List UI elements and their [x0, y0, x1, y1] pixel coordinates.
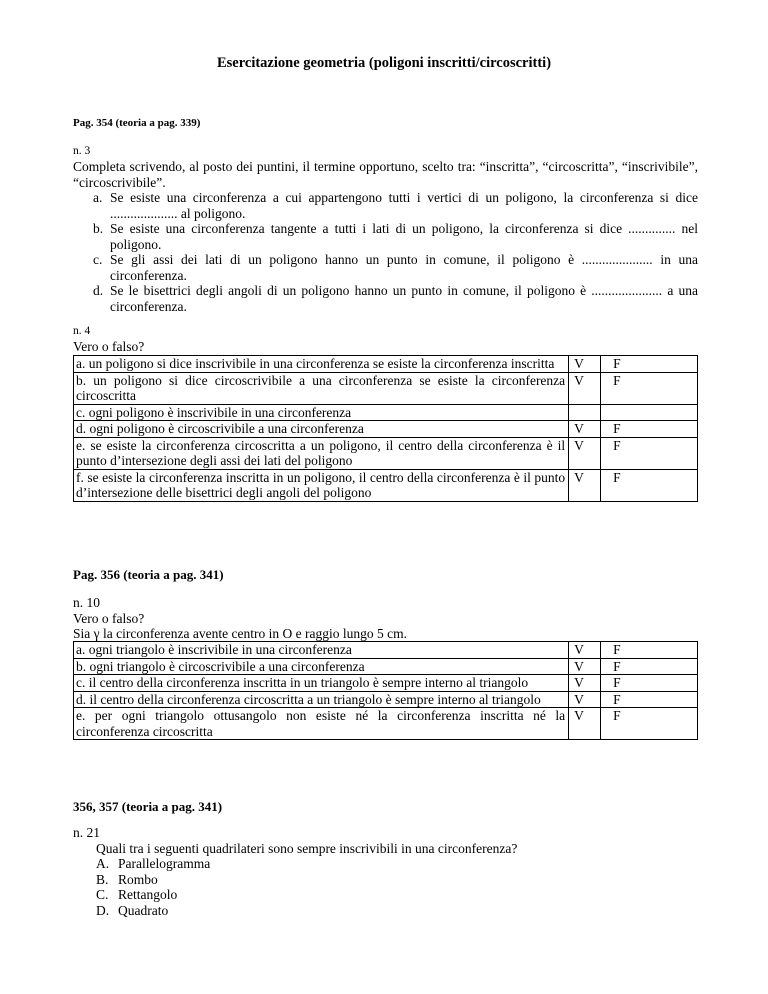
table-row	[74, 469, 698, 501]
option-d[interactable]: D. Quadrato	[96, 902, 169, 918]
exercise-10-premise: Sia γ la circonferenza avente centro in O e raggio lungo 5 cm.	[73, 626, 407, 641]
true-option[interactable]: V	[569, 658, 601, 675]
table-row	[74, 675, 698, 692]
exercise-number-10: n. 10	[73, 595, 100, 610]
true-option[interactable]: V	[569, 691, 601, 708]
false-option[interactable]: F	[601, 421, 698, 438]
exercise-3-item-c: c. Se gli assi dei lati di un poligono hanno un punto in comune, il poligono è ..................... in una circonferenza.	[93, 252, 698, 283]
false-option[interactable]: F	[601, 708, 698, 740]
statement-cell: d. ogni poligono è circoscrivibile a una circonferenza	[74, 421, 569, 438]
table-row	[74, 708, 698, 740]
statement-cell: d. il centro della circonferenza circoscritta a un triangolo è sempre interno al triangolo	[74, 691, 569, 708]
table-row	[74, 404, 698, 421]
table-row	[74, 642, 698, 659]
exercise-3-item-b: b. Se esiste una circonferenza tangente a tutti i lati di un poligono, la circonferenza si dice .............. nel poligono.	[93, 221, 698, 252]
true-option[interactable]: V	[569, 642, 601, 659]
false-option[interactable]: F	[601, 372, 698, 404]
true-option[interactable]: V	[569, 469, 601, 501]
true-option[interactable]: V	[569, 421, 601, 438]
exercise-3-item-a: a. Se esiste una circonferenza a cui appartengono tutti i vertici di un poligono, la circonferenza si dice .................... al poligono.	[93, 190, 698, 221]
exercise-4-prompt: Vero o falso?	[73, 339, 145, 354]
exercise-21-options	[73, 856, 517, 918]
exercise-21-question: Quali tra i seguenti quadrilateri sono sempre inscrivibili in una circonferenza?	[96, 840, 518, 856]
true-option[interactable]: V	[569, 437, 601, 469]
true-option[interactable]	[569, 404, 601, 421]
statement-cell: c. ogni poligono è inscrivibile in una circonferenza	[74, 404, 569, 421]
statement-cell: f. se esiste la circonferenza inscritta in un poligono, il centro della circonferenza è il punto d’intersezione delle bisettrici degli angoli del poligono	[74, 469, 569, 501]
table-row	[74, 372, 698, 404]
false-option[interactable]: F	[601, 658, 698, 675]
section-heading-pag-354: Pag. 354 (teoria a pag. 339)	[73, 117, 201, 129]
exercise-3-body	[73, 159, 698, 314]
section-heading-pag-356: Pag. 356 (teoria a pag. 341)	[73, 567, 224, 582]
false-option[interactable]: F	[601, 675, 698, 692]
false-option[interactable]	[601, 404, 698, 421]
true-option[interactable]: V	[569, 708, 601, 740]
false-option[interactable]: F	[601, 356, 698, 373]
option-c[interactable]: C. Rettangolo	[96, 887, 178, 902]
exercise-number-3: n. 3	[73, 145, 91, 157]
exercise-number-21: n. 21	[73, 825, 100, 840]
exercise-3-items	[73, 190, 698, 314]
table-row	[74, 691, 698, 708]
statement-cell: e. se esiste la circonferenza circoscritta a un poligono, il centro della circonferenza è il punto d’intersezione degli assi dei lati del poligono	[74, 437, 569, 469]
table-row	[74, 421, 698, 438]
statement-cell: e. per ogni triangolo ottusangolo non esiste né la circonferenza inscritta né la circonferenza circoscritta	[74, 708, 569, 740]
option-b[interactable]: B. Rombo	[96, 871, 158, 887]
true-option[interactable]: V	[569, 356, 601, 373]
false-option[interactable]: F	[601, 469, 698, 501]
exercise-3-intro: Completa scrivendo, al posto dei puntini, il termine opportuno, scelto tra: “inscritta”, “circoscritta”, “inscrivibile”, “circoscrivibile”.	[73, 159, 698, 190]
document-title: Esercitazione geometria (poligoni inscritti/circoscritti)	[216, 55, 552, 71]
false-option[interactable]: F	[601, 437, 698, 469]
statement-cell: b. un poligono si dice circoscrivibile a una circonferenza se esiste la circonferenza circoscritta	[74, 372, 569, 404]
exercise-3-item-d: d. Se le bisettrici degli angoli di un poligono hanno un punto in comune, il poligono è ..................... a una circonferenza.	[93, 283, 698, 314]
exercise-21-body	[73, 825, 517, 918]
true-option[interactable]: V	[569, 675, 601, 692]
table-row	[74, 356, 698, 373]
option-a[interactable]: A. Parallelogramma	[96, 856, 211, 871]
false-option[interactable]: F	[601, 691, 698, 708]
exercise-10-prompt: Vero o falso?	[73, 611, 145, 626]
statement-cell: c. il centro della circonferenza inscritta in un triangolo è sempre interno al triangolo	[74, 675, 569, 692]
statement-cell: b. ogni triangolo è circoscrivibile a una circonferenza	[74, 658, 569, 675]
exercise-number-4: n. 4	[73, 325, 91, 337]
statement-cell: a. un poligono si dice inscrivibile in una circonferenza se esiste la circonferenza inscritta	[74, 356, 569, 373]
true-false-table-10	[73, 641, 698, 740]
true-false-table-4	[73, 355, 698, 502]
table-row	[74, 437, 698, 469]
false-option[interactable]: F	[601, 642, 698, 659]
section-heading-pag-356-357: 356, 357 (teoria a pag. 341)	[73, 799, 223, 814]
true-option[interactable]: V	[569, 372, 601, 404]
statement-cell: a. ogni triangolo è inscrivibile in una circonferenza	[74, 642, 569, 659]
table-row	[74, 658, 698, 675]
